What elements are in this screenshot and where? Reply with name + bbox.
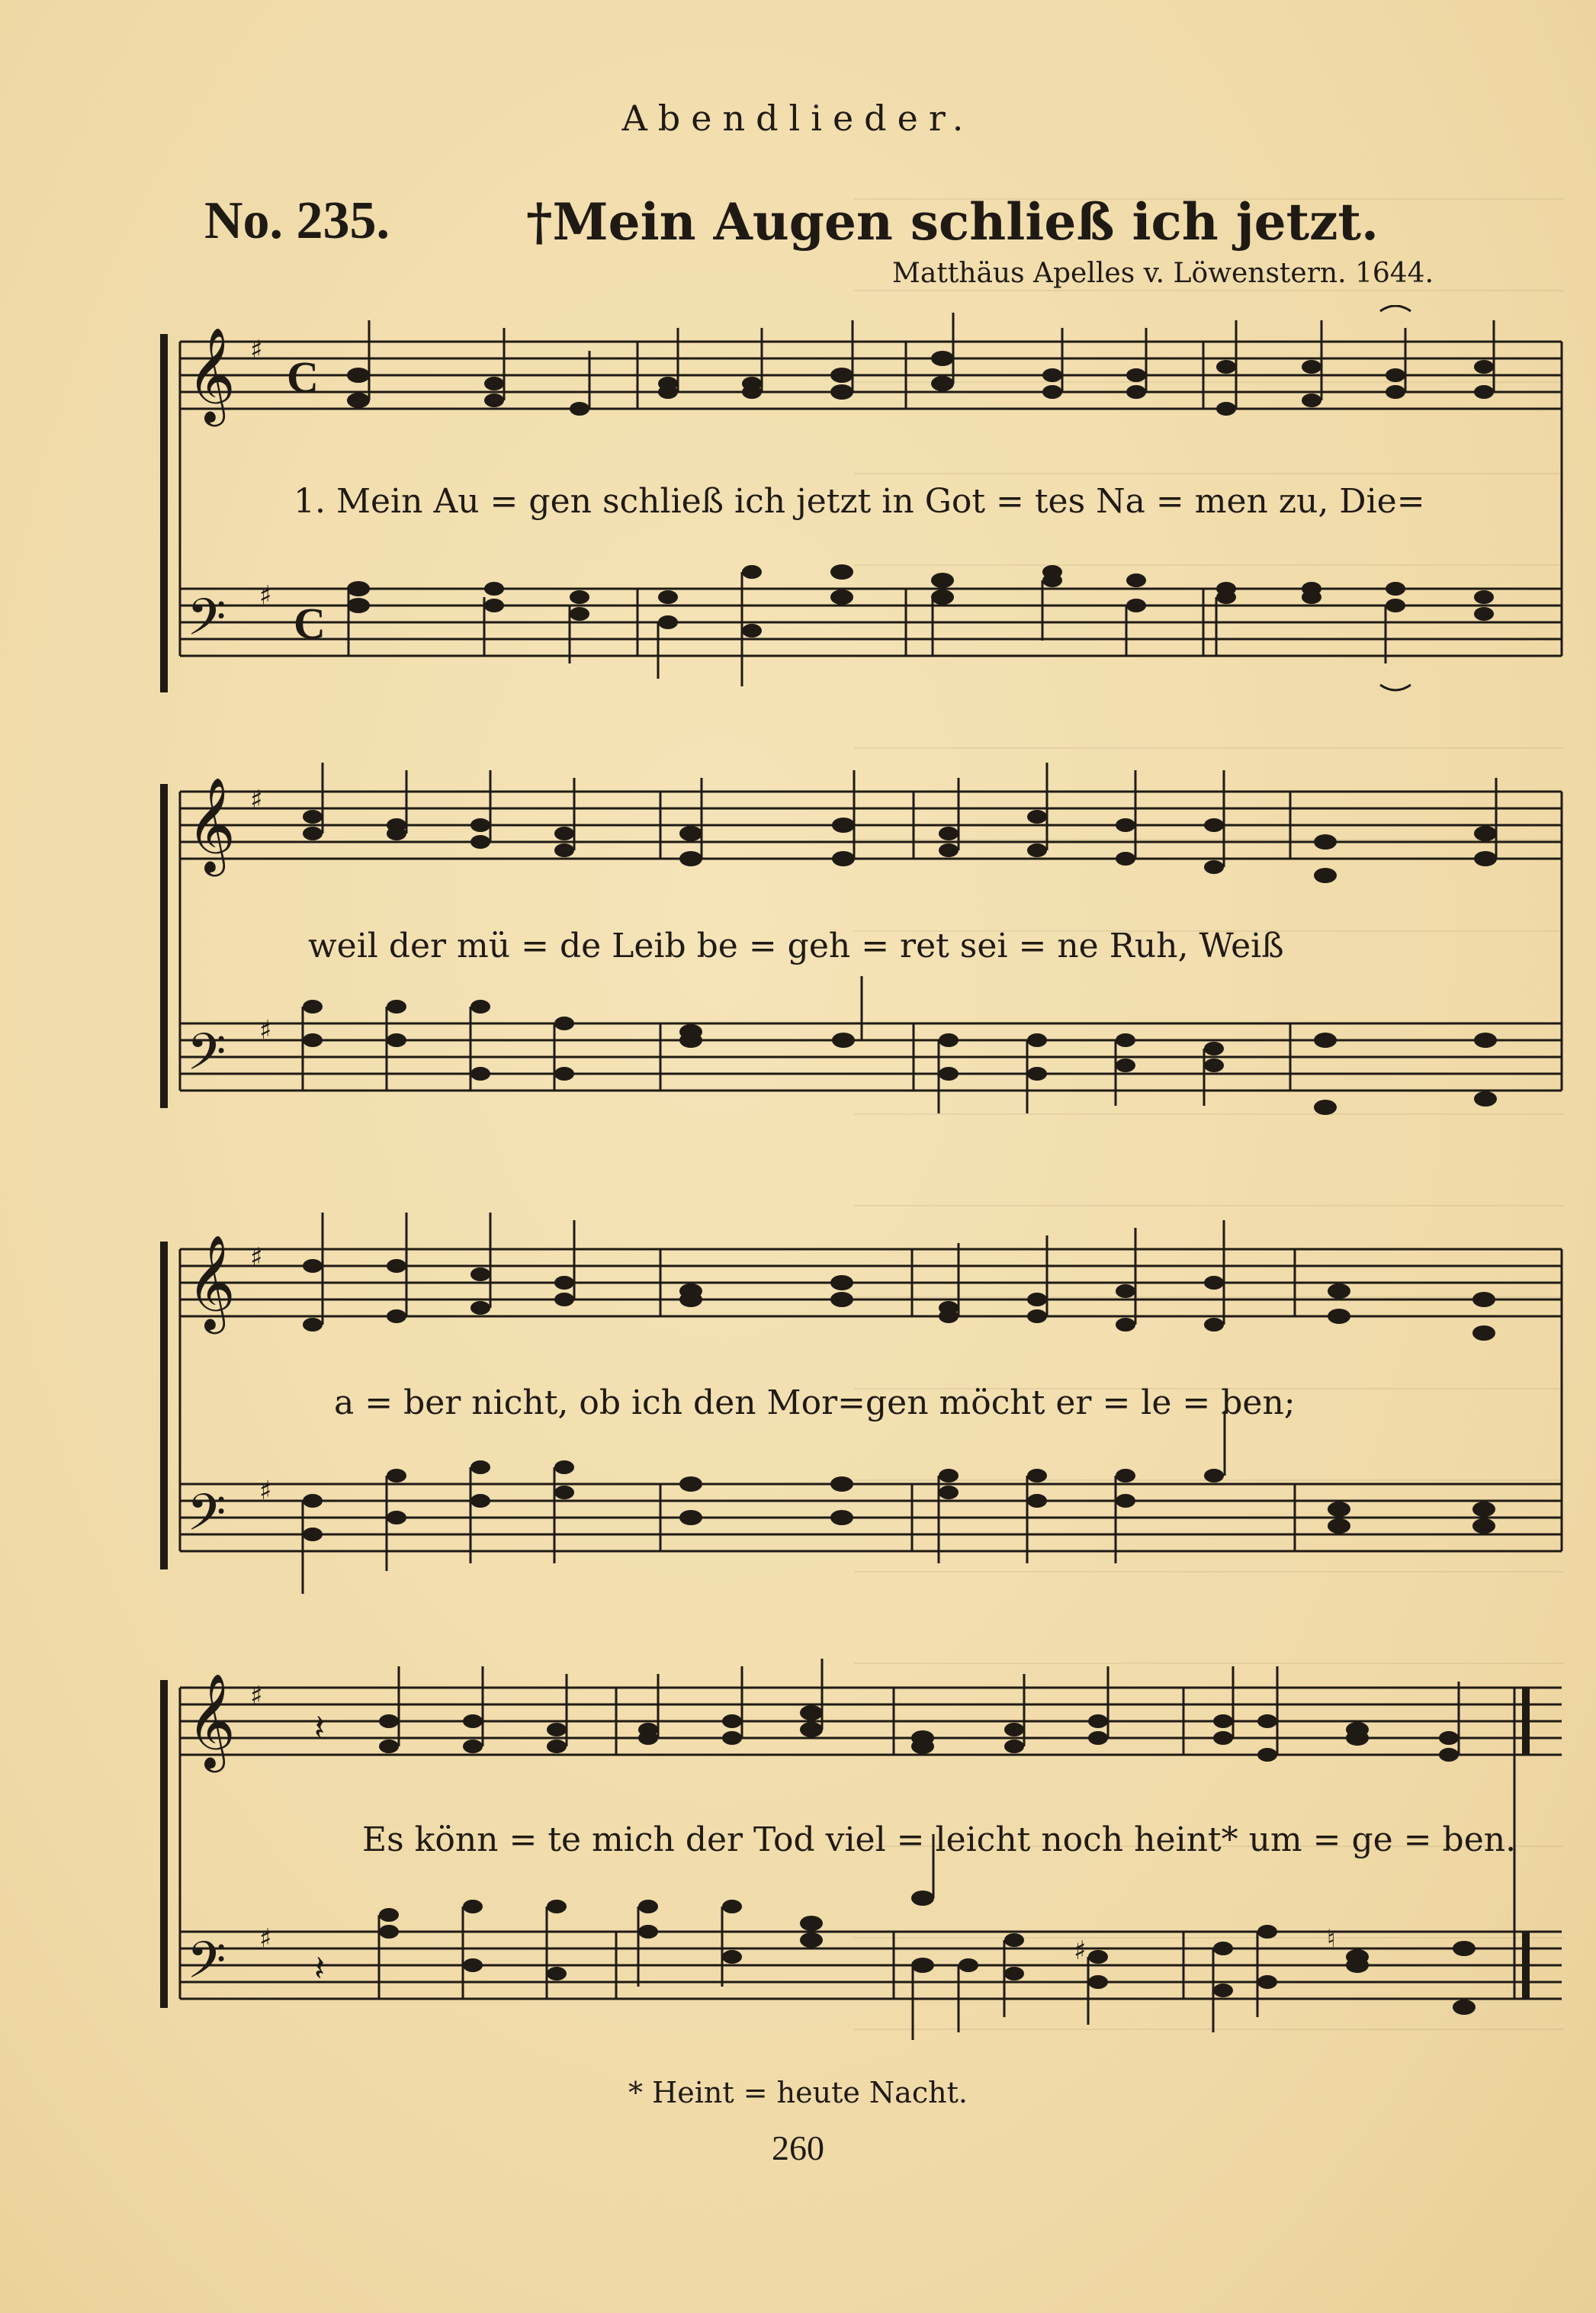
svg-text:𝄞: 𝄞 [187, 1235, 236, 1330]
svg-text:𝄽: 𝄽 [314, 1707, 326, 1748]
svg-text:𝄢: 𝄢 [187, 1931, 226, 2002]
svg-text:𝄞: 𝄞 [187, 777, 236, 872]
music-system-4 [0, 1651, 1596, 2063]
hymn-title: †Mein Augen schließ ich jetzt. [526, 192, 1379, 252]
svg-text:𝄢: 𝄢 [187, 588, 226, 659]
svg-text:♯: ♯ [250, 785, 263, 815]
svg-text:♯: ♯ [259, 1015, 272, 1046]
lyric-line-3: a = ber nicht, ob ich den Mor=gen möcht er = le = ben; [334, 1383, 1296, 1422]
svg-text:♯: ♯ [250, 335, 263, 365]
svg-text:♯: ♯ [250, 1681, 263, 1711]
svg-text:♯: ♯ [259, 580, 272, 611]
music-system-2 [0, 755, 1596, 1129]
music-system-1 [0, 305, 1596, 717]
svg-text:♯: ♯ [250, 1242, 263, 1273]
hymn-author: Matthäus Apelles v. Löwenstern. 1644. [892, 258, 1434, 289]
svg-text:𝄞: 𝄞 [187, 327, 236, 422]
svg-text:𝄞: 𝄞 [187, 1673, 236, 1768]
svg-text:𝄽: 𝄽 [314, 1948, 326, 1989]
svg-text:C: C [294, 599, 326, 648]
lyric-line-2: weil der mü = de Leib be = geh = ret sei = ne Ruh, Weiß [308, 927, 1284, 965]
svg-text:C: C [287, 352, 319, 402]
hymn-number: No. 235. [204, 191, 390, 250]
svg-text:𝄢: 𝄢 [187, 1483, 226, 1554]
lyric-line-1: 1. Mein Au = gen schließ ich jetzt in Got = tes Na = men zu, Die= [294, 482, 1425, 521]
svg-text:𝄢: 𝄢 [187, 1023, 226, 1094]
svg-text:♯: ♯ [259, 1923, 272, 1954]
svg-text:♯: ♯ [1074, 1936, 1087, 1966]
page-number: 260 [772, 2128, 824, 2167]
music-system-3 [0, 1213, 1596, 1594]
footnote: * Heint = heute Nacht. [628, 2076, 968, 2109]
svg-text:♯: ♯ [259, 1476, 272, 1506]
lyric-line-4: Es könn = te mich der Tod viel = leicht noch heint* um = ge = ben. [362, 1820, 1517, 1859]
svg-text:♮: ♮ [1327, 1924, 1336, 1953]
section-header: Abendlieder. [621, 98, 975, 139]
